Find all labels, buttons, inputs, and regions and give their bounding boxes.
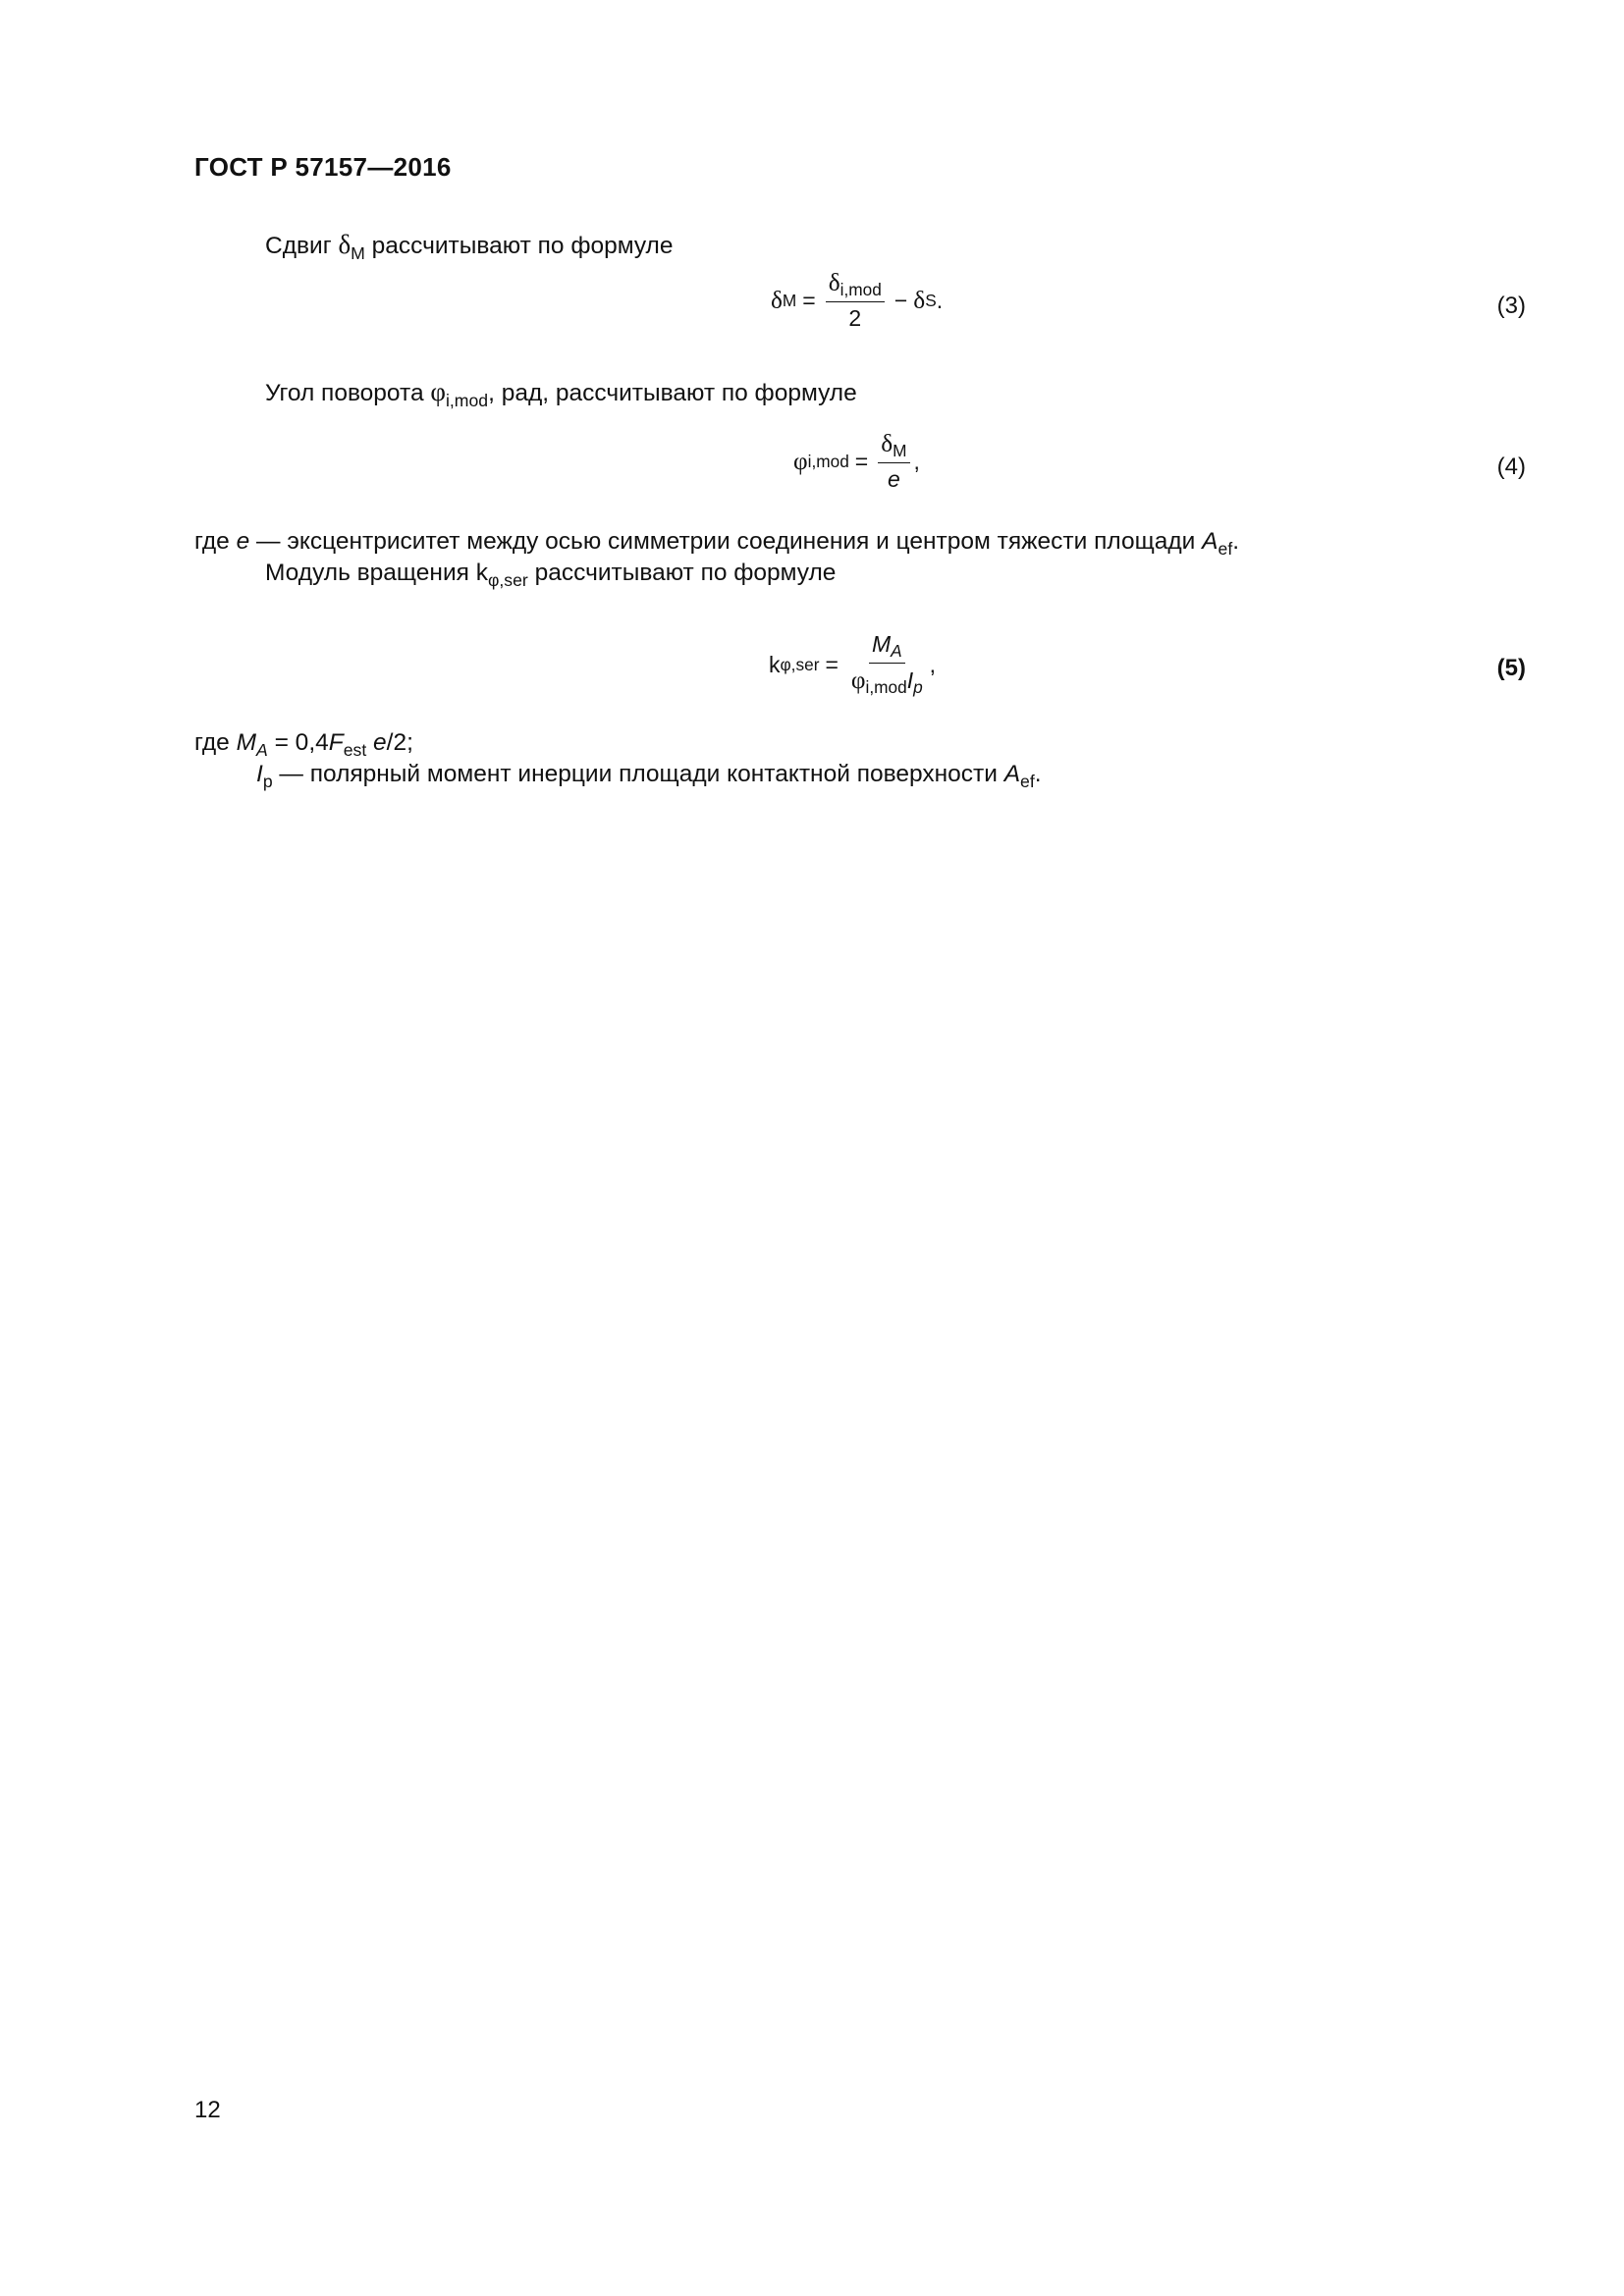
page-number: 12 bbox=[194, 2097, 221, 2123]
formula-symbol: k bbox=[769, 651, 781, 677]
numerator: $M_A$ bbox=[869, 633, 905, 664]
delta-symbol: δ bbox=[338, 230, 352, 259]
paragraph-eccentricity-definition: где e — эксцентриситет между осью симметрии соединения и центром тяжести площади $A_{ef}$. bbox=[194, 528, 1240, 560]
paragraph-moment-definition: где $M_A = 0,4F_{est}$ e/2; bbox=[194, 729, 413, 761]
formula-subscript: i,mod bbox=[807, 451, 849, 471]
paragraph-shift bbox=[265, 232, 673, 263]
document-header: ГОСТ Р 57157—2016 bbox=[194, 152, 452, 182]
denominator: 2 bbox=[848, 305, 862, 332]
text: рассчитывают по формуле bbox=[364, 233, 674, 259]
paragraph-rotation-modulus: Модуль вращения $k_{\varphi,ser}$ рассчитывают по формуле bbox=[265, 560, 837, 591]
formula-4 bbox=[793, 432, 920, 491]
denominator: e bbox=[887, 466, 900, 493]
formula-subscript: M bbox=[782, 290, 797, 310]
subscript: M bbox=[351, 243, 365, 264]
phi-symbol: φ bbox=[430, 377, 446, 406]
equation-number-4: (4) bbox=[1496, 454, 1526, 480]
numerator: $\delta_{i,mod}$ bbox=[826, 271, 885, 302]
numerator: $\delta_M$ bbox=[878, 432, 909, 463]
equals-sign: = bbox=[825, 651, 839, 677]
formula-symbol: φ bbox=[793, 447, 808, 475]
formula-end: , bbox=[929, 651, 937, 677]
formula-symbol: δ bbox=[771, 286, 783, 314]
text: Сдвиг bbox=[265, 233, 339, 259]
fraction bbox=[826, 271, 885, 330]
formula-3 bbox=[771, 271, 943, 330]
denominator: $\varphi_{i,mod}I_p$ bbox=[850, 667, 923, 698]
formula-end: , bbox=[913, 448, 920, 474]
formula-5 bbox=[769, 633, 936, 697]
fraction bbox=[878, 432, 909, 491]
fraction bbox=[848, 633, 926, 697]
formula-subscript: φ,ser bbox=[780, 654, 820, 674]
paragraph-polar-moment-definition: $I_p$ — полярный момент инерции площади контактной поверхности $A_{ef}$. bbox=[256, 761, 1042, 792]
paragraph-rotation-angle: Угол поворота $\varphi_{i,mod}$, рад, рассчитывают по формуле bbox=[265, 377, 857, 411]
equation-number-3: (3) bbox=[1496, 293, 1526, 319]
equals-sign: = bbox=[854, 448, 869, 474]
equals-sign: = bbox=[802, 287, 816, 313]
equation-number-5: (5) bbox=[1496, 655, 1526, 681]
formula-end: . bbox=[936, 287, 944, 313]
minus-sign: − bbox=[893, 287, 908, 313]
formula-subscript: S bbox=[925, 290, 937, 310]
formula-symbol: δ bbox=[913, 286, 926, 314]
